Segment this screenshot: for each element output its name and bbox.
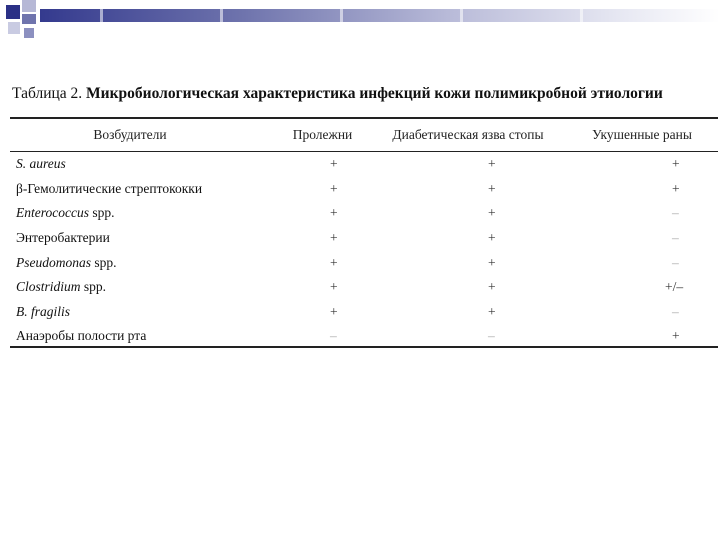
value-pressure-ulcers: – bbox=[330, 328, 337, 344]
pathogen-genus: S. aureus bbox=[16, 156, 66, 172]
pathogen-name bbox=[10, 230, 250, 246]
value-diabetic-foot: + bbox=[488, 303, 496, 319]
value-pressure-ulcers: + bbox=[330, 230, 338, 246]
square-pale bbox=[8, 22, 20, 34]
value-diabetic-foot: + bbox=[488, 205, 496, 221]
header-band bbox=[40, 9, 720, 22]
value-diabetic-foot: + bbox=[488, 230, 496, 246]
value-diabetic-foot: + bbox=[488, 180, 496, 196]
value-bite-wounds: – bbox=[672, 230, 679, 246]
table-row bbox=[10, 201, 718, 226]
table-row bbox=[10, 300, 718, 325]
pathogen-text: spp. bbox=[80, 279, 107, 295]
pathogen-genus: Clostridium bbox=[16, 279, 81, 295]
pathogen-name bbox=[10, 279, 250, 295]
table-row bbox=[10, 324, 718, 349]
square-light bbox=[22, 0, 36, 12]
value-bite-wounds: – bbox=[672, 303, 679, 319]
square-mid bbox=[22, 14, 36, 24]
table-row bbox=[10, 226, 718, 251]
table-row bbox=[10, 177, 718, 202]
header-bite-wounds: Укушенные раны bbox=[592, 126, 692, 142]
table-header bbox=[10, 118, 718, 151]
header-pathogens: Возбудители bbox=[93, 126, 167, 142]
pathogen-name bbox=[10, 255, 250, 271]
pathogen-table bbox=[10, 118, 718, 344]
table-row bbox=[10, 152, 718, 177]
value-pressure-ulcers: + bbox=[330, 180, 338, 196]
caption-prefix: Таблица 2. bbox=[12, 85, 83, 102]
table-row bbox=[10, 250, 718, 275]
square-dark bbox=[6, 5, 20, 19]
value-pressure-ulcers: + bbox=[330, 254, 338, 270]
table-caption bbox=[12, 85, 712, 103]
value-pressure-ulcers: + bbox=[330, 303, 338, 319]
pathogen-name bbox=[10, 328, 250, 344]
pathogen-name bbox=[10, 205, 250, 221]
value-diabetic-foot: + bbox=[488, 156, 496, 172]
table-row bbox=[10, 275, 718, 300]
square-small bbox=[24, 28, 34, 38]
table-body bbox=[10, 152, 718, 349]
value-diabetic-foot: + bbox=[488, 254, 496, 270]
value-pressure-ulcers: + bbox=[330, 279, 338, 295]
pathogen-text: Анаэробы полости рта bbox=[16, 328, 147, 344]
header-pressure-ulcers: Пролежни bbox=[292, 126, 353, 142]
value-bite-wounds: – bbox=[672, 254, 679, 270]
value-pressure-ulcers: + bbox=[330, 205, 338, 221]
pathogen-genus: B. fragilis bbox=[16, 303, 71, 319]
value-bite-wounds: + bbox=[672, 180, 680, 196]
value-bite-wounds: + bbox=[672, 156, 680, 172]
pathogen-name bbox=[10, 304, 250, 320]
caption-title: Микробиологическая характеристика инфекций кожи полимикробной этиологии bbox=[86, 85, 663, 102]
value-bite-wounds: – bbox=[672, 205, 679, 221]
value-pressure-ulcers: + bbox=[330, 156, 338, 172]
pathogen-text: Энтеробактерии bbox=[16, 230, 110, 246]
header-diabetic-foot: Диабетическая язва стопы bbox=[392, 126, 544, 142]
value-bite-wounds: + bbox=[672, 328, 680, 344]
value-diabetic-foot: – bbox=[488, 328, 495, 344]
pathogen-text: β-Гемолитические стрептококки bbox=[16, 180, 203, 196]
pathogen-genus: Enterococcus bbox=[16, 205, 89, 221]
pathogen-genus: Pseudomonas bbox=[16, 254, 91, 270]
pathogen-name bbox=[10, 156, 250, 172]
pathogen-name bbox=[10, 181, 250, 197]
value-diabetic-foot: + bbox=[488, 279, 496, 295]
pathogen-text: spp. bbox=[88, 205, 115, 221]
value-bite-wounds: +/– bbox=[665, 279, 684, 295]
pathogen-text: spp. bbox=[91, 254, 117, 270]
